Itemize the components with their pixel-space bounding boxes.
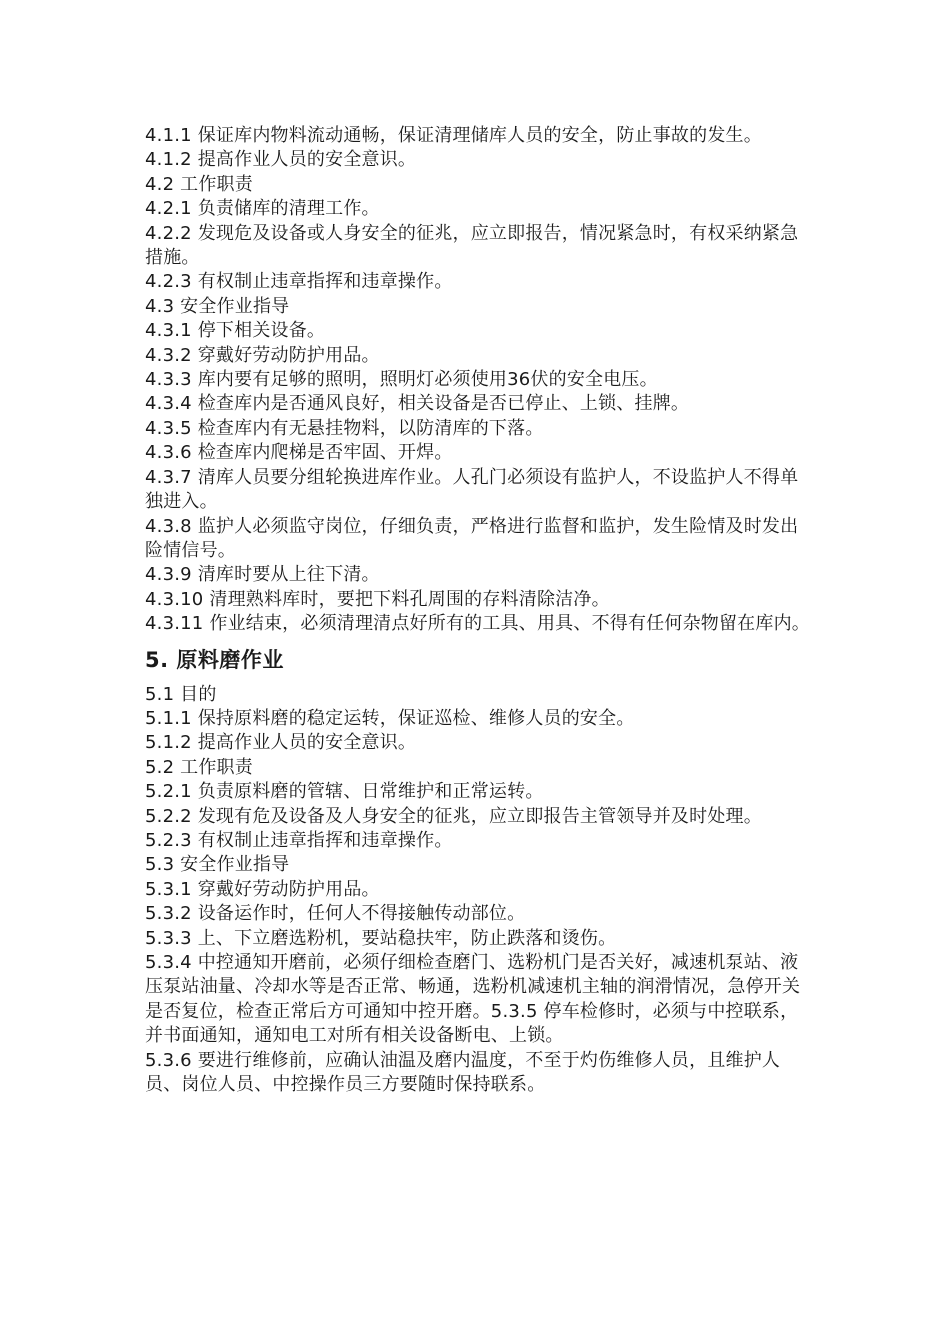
paragraph-4-1-2: 4.1.2 提高作业人员的安全意识。 <box>145 149 417 171</box>
document-page <box>145 124 810 1097</box>
paragraph-5-2-1: 5.2.1 负责原料磨的管辖、日常维护和正常运转。 <box>145 781 544 803</box>
paragraph-4-3-11: 4.3.11 作业结束，必须清理清点好所有的工具、用具、不得有任何杂物留在库内。 <box>145 613 810 635</box>
paragraph-5-1-1: 5.1.1 保持原料磨的稳定运转，保证巡检、维修人员的安全。 <box>145 707 635 729</box>
paragraph-4-3-5: 4.3.5 检查库内有无悬挂物料，以防清库的下落。 <box>145 417 544 439</box>
paragraph-5-2-2: 5.2.2 发现有危及设备及人身安全的征兆，应立即报告主管领导并及时处理。 <box>145 805 762 827</box>
paragraph-5-3-2: 5.3.2 设备运作时，任何人不得接触传动部位。 <box>145 903 526 925</box>
subheading-5-2: 5.2 工作职责 <box>145 756 253 778</box>
paragraph-4-3-6: 4.3.6 检查库内爬梯是否牢固、开焊。 <box>145 442 453 464</box>
paragraph-4-2-1: 4.2.1 负责储库的清理工作。 <box>145 198 380 220</box>
paragraph-4-2-3: 4.2.3 有权制止违章指挥和违章操作。 <box>145 271 453 293</box>
section-4-body <box>145 124 810 637</box>
paragraph-4-3-1: 4.3.1 停下相关设备。 <box>145 320 326 342</box>
paragraph-5-3-4: 5.3.4 中控通知开磨前，必须仔细检查磨门、选粉机门是否关好，减速机泵站、液压泵站油量、冷却水等是否正常、畅通，选粉机减速机主轴的润滑情况，急停开关是否复位，检查正常后方可通知中控开磨。5.3.5 停车检修时，必须与中控联系，并书面通知，通知电工对所有相关设备断电、上锁。 <box>145 952 801 1047</box>
subheading-5-3: 5.3 安全作业指导 <box>145 854 290 876</box>
paragraph-4-2-2: 4.2.2 发现危及设备或人身安全的征兆，应立即报告，情况紧急时，有权采纳紧急措施。 <box>145 222 799 269</box>
section-5-body <box>145 683 810 1098</box>
paragraph-4-1-1: 4.1.1 保证库内物料流动通畅，保证清理储库人员的安全，防止事故的发生。 <box>145 125 762 146</box>
paragraph-4-3-10: 4.3.10 清理熟料库时，要把下料孔周围的存料清除洁净。 <box>145 588 610 610</box>
paragraph-4-3-9: 4.3.9 清库时要从上往下清。 <box>145 564 380 586</box>
paragraph-5-3-1: 5.3.1 穿戴好劳动防护用品。 <box>145 878 380 900</box>
paragraph-5-2-3: 5.2.3 有权制止违章指挥和违章操作。 <box>145 829 453 851</box>
section-5-heading: 5. 原料磨作业 <box>145 647 284 672</box>
subheading-5-1: 5.1 目的 <box>145 683 217 705</box>
subheading-4-3: 4.3 安全作业指导 <box>145 295 290 317</box>
paragraph-5-3-6: 5.3.6 要进行维修前，应确认油温及磨内温度，不至于灼伤维修人员，且维护人员、岗位人员、中控操作员三方要随时保持联系。 <box>145 1049 781 1096</box>
paragraph-4-3-3: 4.3.3 库内要有足够的照明，照明灯必须使用36伏的安全电压。 <box>145 369 658 391</box>
paragraph-4-3-7: 4.3.7 清库人员要分组轮换进库作业。人孔门必须设有监护人，不设监护人不得单独进入。 <box>145 466 799 513</box>
paragraph-4-3-4: 4.3.4 检查库内是否通风良好，相关设备是否已停止、上锁、挂牌。 <box>145 393 690 415</box>
paragraph-5-3-3: 5.3.3 上、下立磨选粉机，要站稳扶牢，防止跌落和烫伤。 <box>145 927 617 949</box>
paragraph-5-1-2: 5.1.2 提高作业人员的安全意识。 <box>145 732 417 754</box>
paragraph-4-3-2: 4.3.2 穿戴好劳动防护用品。 <box>145 344 380 366</box>
paragraph-4-3-8: 4.3.8 监护人必须监守岗位，仔细负责，严格进行监督和监护，发生险情及时发出险情信号。 <box>145 515 799 561</box>
subheading-4-2: 4.2 工作职责 <box>145 173 253 195</box>
